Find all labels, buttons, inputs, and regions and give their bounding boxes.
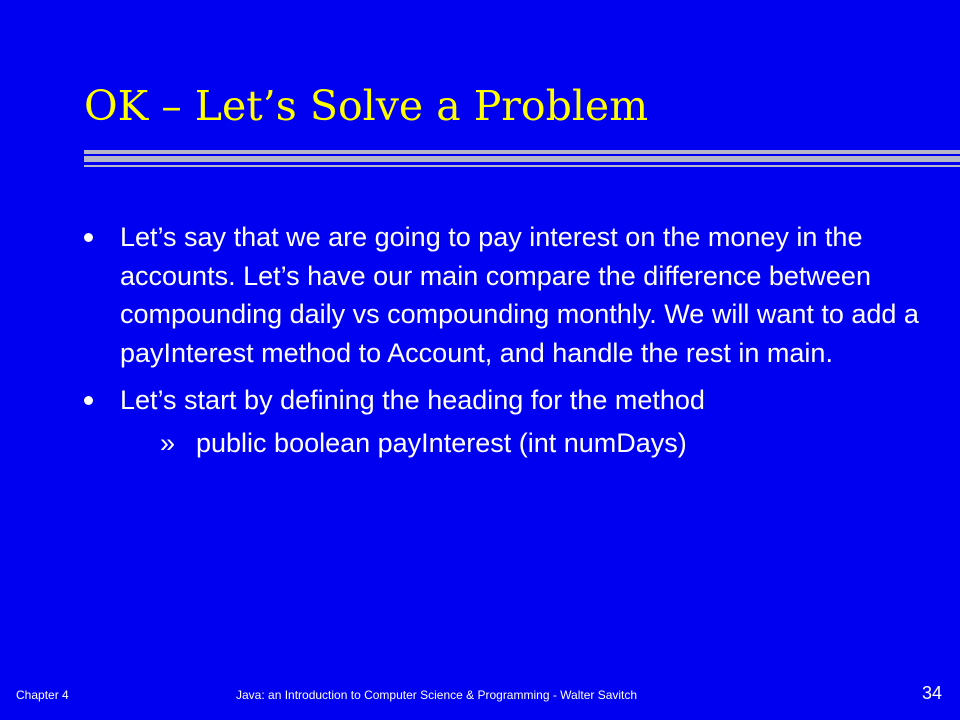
title-rule-bottom xyxy=(84,165,960,167)
bullet-text-1: Let’s say that we are going to pay interest on the money in the accounts. Let’s have our main compare the difference between compounding daily vs compounding monthly. We will want to add a payInterest method to Account, and handle the rest in main. xyxy=(120,222,919,368)
sub-bullet-item xyxy=(120,424,924,463)
footer-chapter: Chapter 4 xyxy=(16,688,69,702)
sub-bullet-marker: » xyxy=(160,427,176,458)
bullet-dot-icon xyxy=(84,396,93,405)
bullet-dot-icon xyxy=(84,233,93,242)
bullet-item-2 xyxy=(84,381,924,462)
title-rule-middle xyxy=(84,156,960,162)
slide-title: OK – Let’s Solve a Problem xyxy=(84,82,649,130)
slide-body xyxy=(84,218,924,472)
sub-bullet-text: public boolean payInterest (int numDays) xyxy=(196,427,687,458)
bullet-text-2: Let’s start by defining the heading for the method xyxy=(120,385,705,416)
title-rule-top xyxy=(84,150,960,154)
page-number: 34 xyxy=(922,683,943,703)
footer-book-title: Java: an Introduction to Computer Science & Programming - Walter Savitch xyxy=(236,688,638,702)
bullet-item-1 xyxy=(84,218,924,372)
